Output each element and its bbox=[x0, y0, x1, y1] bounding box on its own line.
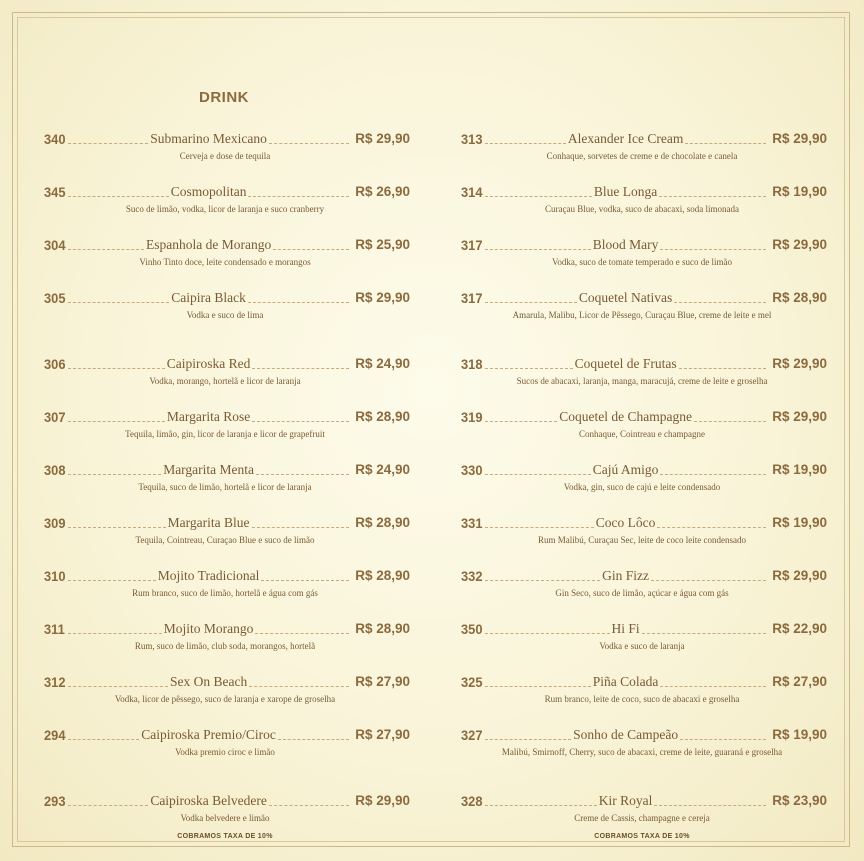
item-code: 293 bbox=[44, 793, 66, 809]
dotted-leader bbox=[485, 302, 577, 303]
dotted-leader bbox=[485, 580, 600, 581]
item-description: Tequila, limão, gin, licor de laranja e licor de grapefruit bbox=[125, 429, 325, 439]
item-code: 294 bbox=[44, 727, 66, 743]
item-description: Rum branco, leite de coco, suco de abacaxi e groselha bbox=[544, 694, 740, 704]
item-name: Coquetel de Frutas bbox=[574, 356, 677, 371]
item-price: R$ 29,90 bbox=[355, 131, 410, 146]
item-name: Caipira Black bbox=[171, 290, 246, 305]
item-price: R$ 28,90 bbox=[355, 568, 410, 583]
menu-item-line bbox=[461, 131, 827, 147]
menu-item-line bbox=[461, 727, 827, 743]
item-name: Submarino Mexicano bbox=[150, 131, 267, 146]
item-name: Cajú Amigo bbox=[592, 462, 659, 477]
dotted-leader bbox=[485, 196, 592, 197]
dotted-leader bbox=[674, 302, 766, 303]
menu-item-line bbox=[461, 356, 827, 372]
item-description: Cerveja e dose de tequila bbox=[179, 151, 271, 161]
item-code: 327 bbox=[461, 727, 483, 743]
menu-item bbox=[461, 515, 827, 575]
dotted-leader bbox=[659, 196, 766, 197]
item-name: Caipiroska Red bbox=[166, 356, 251, 371]
item-name: Sonho de Campeão bbox=[573, 727, 679, 742]
item-price: R$ 27,90 bbox=[355, 727, 410, 742]
item-description: Amarula, Malibu, Licor de Pêssego, Curaçau Blue, creme de leite e mel bbox=[512, 310, 772, 320]
dotted-leader bbox=[680, 739, 766, 740]
menu-item bbox=[461, 793, 827, 853]
menu-item bbox=[461, 462, 827, 522]
service-charge-note: COBRAMOS TAXA DE 10% bbox=[177, 833, 273, 840]
item-description: Creme de Cassis, champagne e cereja bbox=[574, 813, 710, 823]
item-code: 310 bbox=[44, 568, 66, 584]
menu-item-line bbox=[461, 515, 827, 531]
menu-heading: DRINK bbox=[199, 89, 249, 106]
item-description: Sucos de abacaxi, laranja, manga, maracujá, creme de leite e groselha bbox=[516, 376, 768, 386]
menu-item-line bbox=[461, 409, 827, 425]
item-code: 318 bbox=[461, 356, 483, 372]
menu-item bbox=[461, 184, 827, 244]
dotted-leader bbox=[660, 249, 766, 250]
dotted-leader bbox=[485, 249, 591, 250]
service-charge-note: COBRAMOS TAXA DE 10% bbox=[594, 833, 690, 840]
item-code: 325 bbox=[461, 674, 483, 690]
item-price: R$ 24,90 bbox=[355, 356, 411, 371]
item-code: 307 bbox=[44, 409, 66, 425]
item-name: Caipiroska Belvedere bbox=[150, 793, 267, 808]
menu-item bbox=[461, 674, 827, 734]
menu-item-line bbox=[461, 674, 827, 690]
item-description: Conhaque, Cointreau e champagne bbox=[579, 429, 705, 439]
item-price: R$ 29,90 bbox=[772, 131, 828, 146]
item-code: 345 bbox=[44, 184, 66, 200]
item-price: R$ 29,90 bbox=[772, 409, 828, 424]
item-code: 317 bbox=[461, 237, 483, 253]
item-code: 305 bbox=[44, 290, 66, 306]
item-name: Mojito Morango bbox=[163, 621, 254, 636]
item-name: Blood Mary bbox=[592, 237, 659, 252]
item-price: R$ 19,90 bbox=[772, 727, 827, 742]
dotted-leader bbox=[654, 805, 766, 806]
dotted-leader bbox=[679, 368, 767, 369]
item-price: R$ 28,90 bbox=[355, 515, 410, 530]
item-description: Suco de limão, vodka, licor de laranja e suco cranberry bbox=[125, 204, 325, 214]
menu-item-line bbox=[461, 184, 827, 200]
item-code: 306 bbox=[44, 356, 66, 372]
menu-item bbox=[461, 290, 827, 350]
item-price: R$ 25,90 bbox=[355, 237, 411, 252]
item-description: Vinho Tinto doce, leite condensado e morangos bbox=[139, 257, 311, 267]
item-name: Coquetel de Champagne bbox=[559, 409, 692, 424]
item-code: 328 bbox=[461, 793, 483, 809]
item-price: R$ 28,90 bbox=[355, 409, 410, 424]
item-description: Vodka, gin, suco de cajú e leite condensado bbox=[563, 482, 721, 492]
item-description: Rum branco, suco de limão, hortelã e água com gás bbox=[132, 588, 318, 598]
dotted-leader bbox=[485, 527, 594, 528]
item-code: 311 bbox=[44, 621, 65, 637]
item-price: R$ 28,90 bbox=[772, 290, 827, 305]
item-name: Alexander Ice Cream bbox=[567, 131, 684, 146]
menu-item bbox=[461, 131, 827, 191]
item-description: Rum, suco de limão, club soda, morangos, hortelã bbox=[134, 641, 316, 651]
dotted-leader bbox=[660, 686, 766, 687]
item-description: Vodka e suco de laranja bbox=[599, 641, 685, 651]
item-code: 304 bbox=[44, 237, 66, 253]
item-name: Gin Fizz bbox=[602, 568, 650, 583]
menu-item-line bbox=[461, 462, 827, 478]
item-name: Coquetel Nativas bbox=[578, 290, 673, 305]
item-name: Margarita Menta bbox=[163, 462, 255, 477]
item-code: 332 bbox=[461, 568, 483, 584]
item-code: 312 bbox=[44, 674, 66, 690]
menu-item bbox=[461, 621, 827, 681]
item-description: Tequila, suco de limão, hortelã e licor de laranja bbox=[138, 482, 312, 492]
item-name: Mojito Tradicional bbox=[157, 568, 260, 583]
item-code: 331 bbox=[461, 515, 483, 531]
item-description: Vodka premio ciroc e limão bbox=[175, 747, 275, 757]
dotted-leader bbox=[485, 474, 591, 475]
item-price: R$ 27,90 bbox=[772, 674, 828, 689]
dotted-leader bbox=[485, 633, 610, 634]
item-description: Vodka, suco de tomate temperado e suco de limão bbox=[551, 257, 733, 267]
item-code: 317 bbox=[461, 290, 483, 306]
item-price: R$ 23,90 bbox=[772, 793, 828, 808]
item-code: 330 bbox=[461, 462, 483, 478]
dotted-leader bbox=[660, 474, 766, 475]
item-code: 319 bbox=[461, 409, 483, 425]
dotted-leader bbox=[685, 143, 766, 144]
item-price: R$ 29,90 bbox=[355, 290, 410, 305]
dotted-leader bbox=[642, 633, 767, 634]
item-code: 350 bbox=[461, 621, 483, 637]
dotted-leader bbox=[657, 527, 766, 528]
item-name: Kir Royal bbox=[598, 793, 653, 808]
item-name: Margarita Rose bbox=[166, 409, 251, 424]
menu-item bbox=[461, 409, 827, 469]
dotted-leader bbox=[694, 421, 766, 422]
item-code: 314 bbox=[461, 184, 483, 200]
item-price: R$ 19,90 bbox=[772, 184, 828, 199]
dotted-leader bbox=[651, 580, 766, 581]
item-price: R$ 29,90 bbox=[355, 793, 411, 808]
item-name: Hi Fi bbox=[611, 621, 640, 636]
menu-item-line bbox=[461, 237, 827, 253]
item-name: Sex On Beach bbox=[169, 674, 248, 689]
dotted-leader bbox=[485, 739, 571, 740]
item-name: Margarita Blue bbox=[167, 515, 250, 530]
item-description: Vodka, morango, hortelã e licor de laranja bbox=[149, 376, 301, 386]
item-description: Malibú, Smirnoff, Cherry, suco de abacaxi, creme de leite, guaraná e groselha bbox=[501, 747, 783, 757]
item-code: 308 bbox=[44, 462, 66, 478]
item-price: R$ 28,90 bbox=[355, 621, 411, 636]
item-description: Gin Seco, suco de limão, açúcar e água com gás bbox=[555, 588, 729, 598]
menu-item-line bbox=[461, 621, 827, 637]
item-price: R$ 29,90 bbox=[772, 356, 827, 371]
item-name: Coco Lôco bbox=[595, 515, 656, 530]
dotted-leader bbox=[485, 143, 566, 144]
item-name: Cosmopolitan bbox=[170, 184, 247, 199]
item-price: R$ 29,90 bbox=[772, 568, 828, 583]
menu-item-line bbox=[461, 568, 827, 584]
dotted-leader bbox=[485, 368, 573, 369]
item-description: Vodka belvedere e limão bbox=[180, 813, 270, 823]
menu-item bbox=[461, 356, 827, 416]
item-description: Rum Malibú, Curaçau Sec, leite de coco leite condensado bbox=[538, 535, 746, 545]
item-price: R$ 24,90 bbox=[355, 462, 411, 477]
item-code: 340 bbox=[44, 131, 66, 147]
item-description: Conhaque, sorvetes de creme e de chocolate e canela bbox=[546, 151, 738, 161]
item-price: R$ 19,90 bbox=[772, 462, 827, 477]
item-code: 313 bbox=[461, 131, 483, 147]
item-price: R$ 19,90 bbox=[772, 515, 828, 530]
item-description: Tequila, Cointreau, Curaçao Blue e suco de limão bbox=[135, 535, 315, 545]
item-description: Vodka, licor de pêssego, suco de laranja e xarope de groselha bbox=[114, 694, 336, 704]
item-name: Caipiroska Premio/Ciroc bbox=[141, 727, 276, 742]
dotted-leader bbox=[485, 686, 591, 687]
menu-item-line bbox=[461, 793, 827, 809]
menu-item bbox=[461, 727, 827, 787]
item-code: 309 bbox=[44, 515, 66, 531]
dotted-leader bbox=[485, 805, 597, 806]
menu-item bbox=[461, 237, 827, 297]
item-price: R$ 22,90 bbox=[772, 621, 827, 636]
item-description: Curaçau Blue, vodka, suco de abacaxi, soda limonada bbox=[545, 204, 739, 214]
item-description: Vodka e suco de lima bbox=[186, 310, 264, 320]
item-name: Blue Longa bbox=[593, 184, 658, 199]
item-price: R$ 26,90 bbox=[355, 184, 410, 199]
item-price: R$ 29,90 bbox=[772, 237, 828, 252]
item-price: R$ 27,90 bbox=[355, 674, 410, 689]
menu-item bbox=[461, 568, 827, 628]
item-name: Espanhola de Morango bbox=[146, 237, 272, 252]
menu-item-line bbox=[461, 290, 827, 306]
dotted-leader bbox=[485, 421, 557, 422]
item-name: Piña Colada bbox=[592, 674, 659, 689]
